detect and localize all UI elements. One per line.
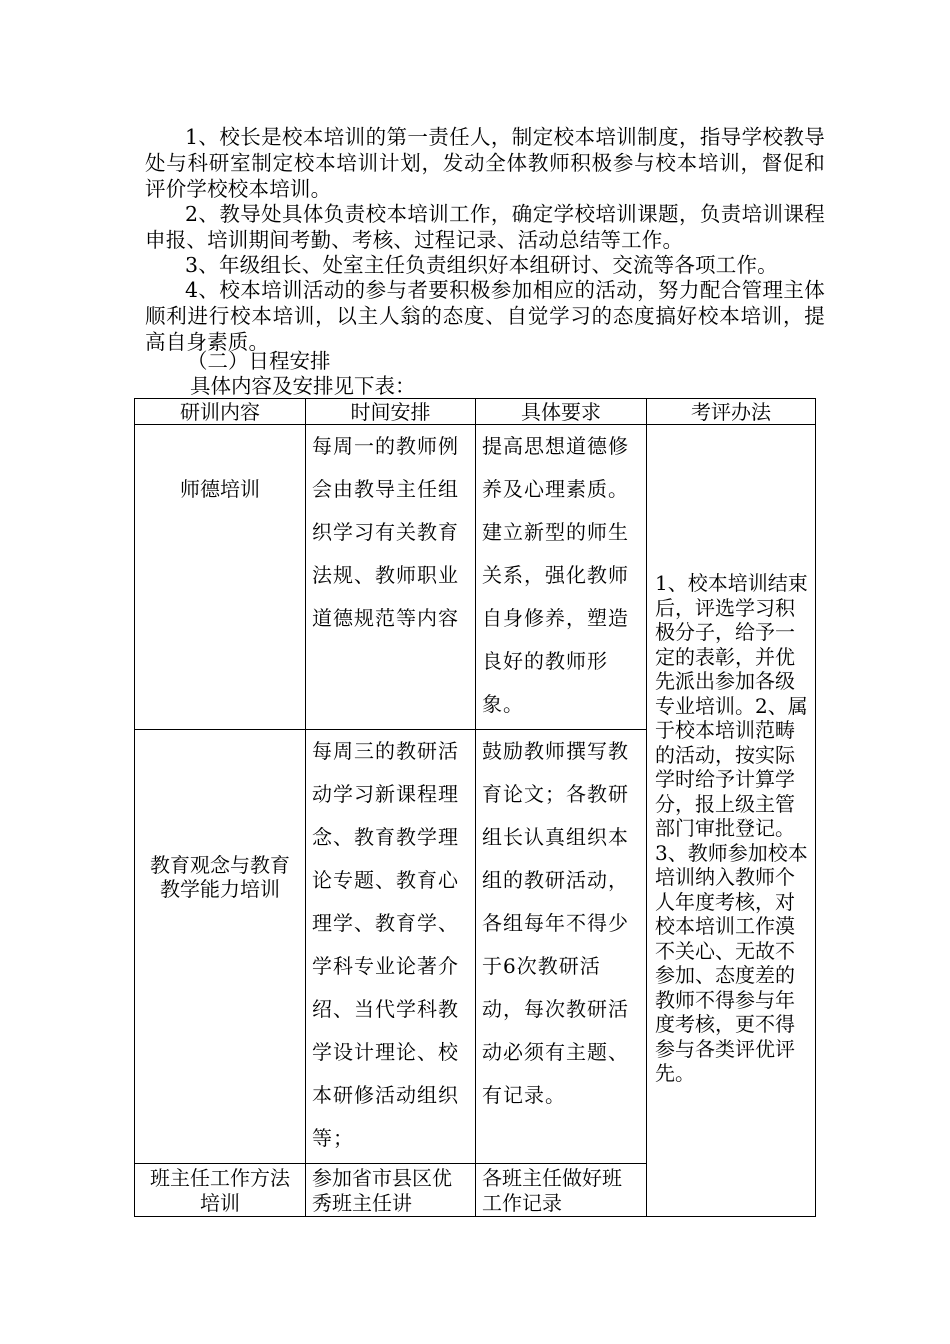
header-requirement: 具体要求	[476, 399, 647, 425]
header-schedule: 时间安排	[306, 399, 476, 425]
row-3-requirement: 各班主任做好班工作记录	[476, 1164, 647, 1217]
table-intro: 具体内容及安排见下表：	[190, 374, 416, 398]
paragraph-4: 4、校本培训活动的参与者要积极参加相应的活动，努力配合管理主体顺利进行校本培训，以主人翁的态度、自觉学习的态度搞好校本培训，提高自身素质。	[145, 278, 825, 354]
row-3-schedule: 参加省市县区优秀班主任讲	[306, 1164, 476, 1217]
row-2-schedule: 每周三的教研活动学习新课程理念、教育教学理论专题、教育心理学、教育学、学科专业论著介绍、当代学科教学设计理论、校本研修活动组织等；	[306, 730, 476, 1164]
row-3-content: 班主任工作方法培训	[135, 1164, 306, 1217]
schedule-table	[134, 398, 816, 1217]
row-2-requirement: 鼓励教师撰写教育论文；各教研组长认真组织本组的教研活动，各组每年不得少于6次教研活动，每次教研活动必须有主题、有记录。	[476, 730, 647, 1164]
header-content: 研训内容	[135, 399, 306, 425]
row-1-requirement: 提高思想道德修养及心理素质。建立新型的师生关系，强化教师自身修养，塑造良好的教师形象。	[476, 425, 647, 730]
paragraph-1: 1、校长是校本培训的第一责任人，制定校本培训制度，指导学校教导处与科研室制定校本培训计划，发动全体教师积极参与校本培训，督促和评价学校校本培训。	[145, 125, 825, 201]
row-1-schedule: 每周一的教师例会由教导主任组织学习有关教育法规、教师职业道德规范等内容	[306, 425, 476, 730]
row-1-content: 师德培训	[135, 425, 306, 730]
table-header-row	[135, 399, 816, 425]
evaluation-cell: 1、校本培训结束后，评选学习积极分子，给予一定的表彰，并优先派出参加各级专业培训。2、属于校本培训范畴的活动，按实际学时给予计算学分，报上级主管部门审批登记。3、教师参加校本培训纳入教师个人年度考核，对校本培训工作漠不关心、无故不参加、态度差的教师不得参与年度考核，更不得参与各类评优评先。	[647, 425, 816, 1217]
header-evaluation: 考评办法	[647, 399, 816, 425]
table-row	[135, 425, 816, 730]
section-title: （二）日程安排	[187, 349, 331, 373]
paragraph-2: 2、教导处具体负责校本培训工作，确定学校培训课题，负责培训课程申报、培训期间考勤、考核、过程记录、活动总结等工作。	[145, 202, 825, 252]
paragraph-3: 3、年级组长、处室主任负责组织好本组研讨、交流等各项工作。	[185, 253, 778, 277]
row-2-content: 教育观念与教育教学能力培训	[135, 730, 306, 1164]
